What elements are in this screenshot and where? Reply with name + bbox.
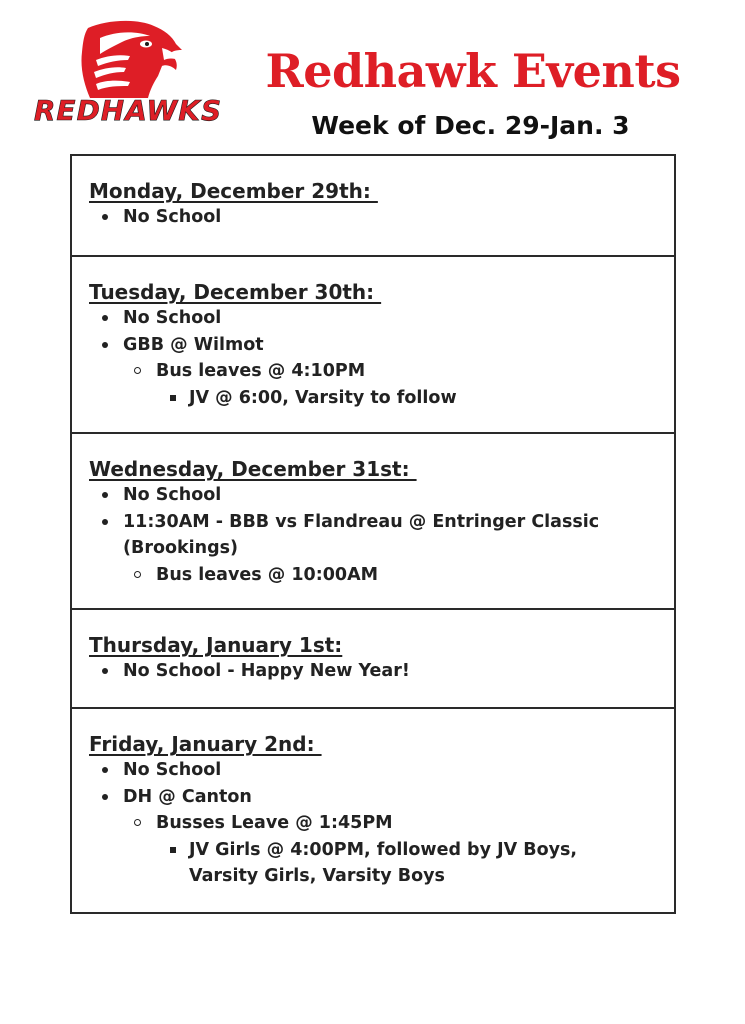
- day-section-monday: [72, 156, 674, 255]
- page-subtitle: Week of Dec. 29-Jan. 3: [311, 111, 630, 140]
- event-list: [89, 305, 674, 411]
- event-list: [89, 204, 674, 231]
- list-item: 11:30AM - BBB vs Flandreau @ Entringer Classic (Brookings): [89, 509, 674, 562]
- day-section-tuesday: [72, 255, 674, 432]
- list-item: No School: [89, 482, 674, 509]
- list-item: Busses Leave @ 1:45PM: [89, 810, 674, 837]
- list-item: No School - Happy New Year!: [89, 658, 674, 685]
- day-heading: Monday, December 29th:: [89, 179, 378, 203]
- day-heading: Wednesday, December 31st:: [89, 457, 417, 481]
- day-section-wednesday: [72, 432, 674, 608]
- day-heading: Tuesday, December 30th:: [89, 280, 382, 304]
- day-heading: Friday, January 2nd:: [89, 732, 322, 756]
- event-list: [89, 658, 674, 685]
- schedule-table: [70, 154, 676, 914]
- list-item: No School: [89, 204, 674, 231]
- event-list: [89, 482, 674, 588]
- day-heading: Thursday, January 1st:: [89, 633, 343, 657]
- redhawk-head-icon: [26, 20, 231, 130]
- logo-wordmark: REDHAWKS: [33, 94, 223, 127]
- list-item: No School: [89, 305, 674, 332]
- day-section-friday: [72, 707, 674, 912]
- list-item: No School: [89, 757, 674, 784]
- list-item: Bus leaves @ 4:10PM: [89, 358, 674, 385]
- list-item: Bus leaves @ 10:00AM: [89, 562, 674, 589]
- event-list: [89, 757, 674, 890]
- list-item: DH @ Canton: [89, 784, 674, 811]
- day-section-thursday: [72, 608, 674, 707]
- page-title: Redhawk Events: [265, 44, 681, 98]
- list-item: JV Girls @ 4:00PM, followed by JV Boys, Varsity Girls, Varsity Boys: [89, 837, 674, 890]
- list-item: GBB @ Wilmot: [89, 332, 674, 359]
- list-item: JV @ 6:00, Varsity to follow: [89, 385, 674, 412]
- redhawks-logo: [26, 20, 231, 130]
